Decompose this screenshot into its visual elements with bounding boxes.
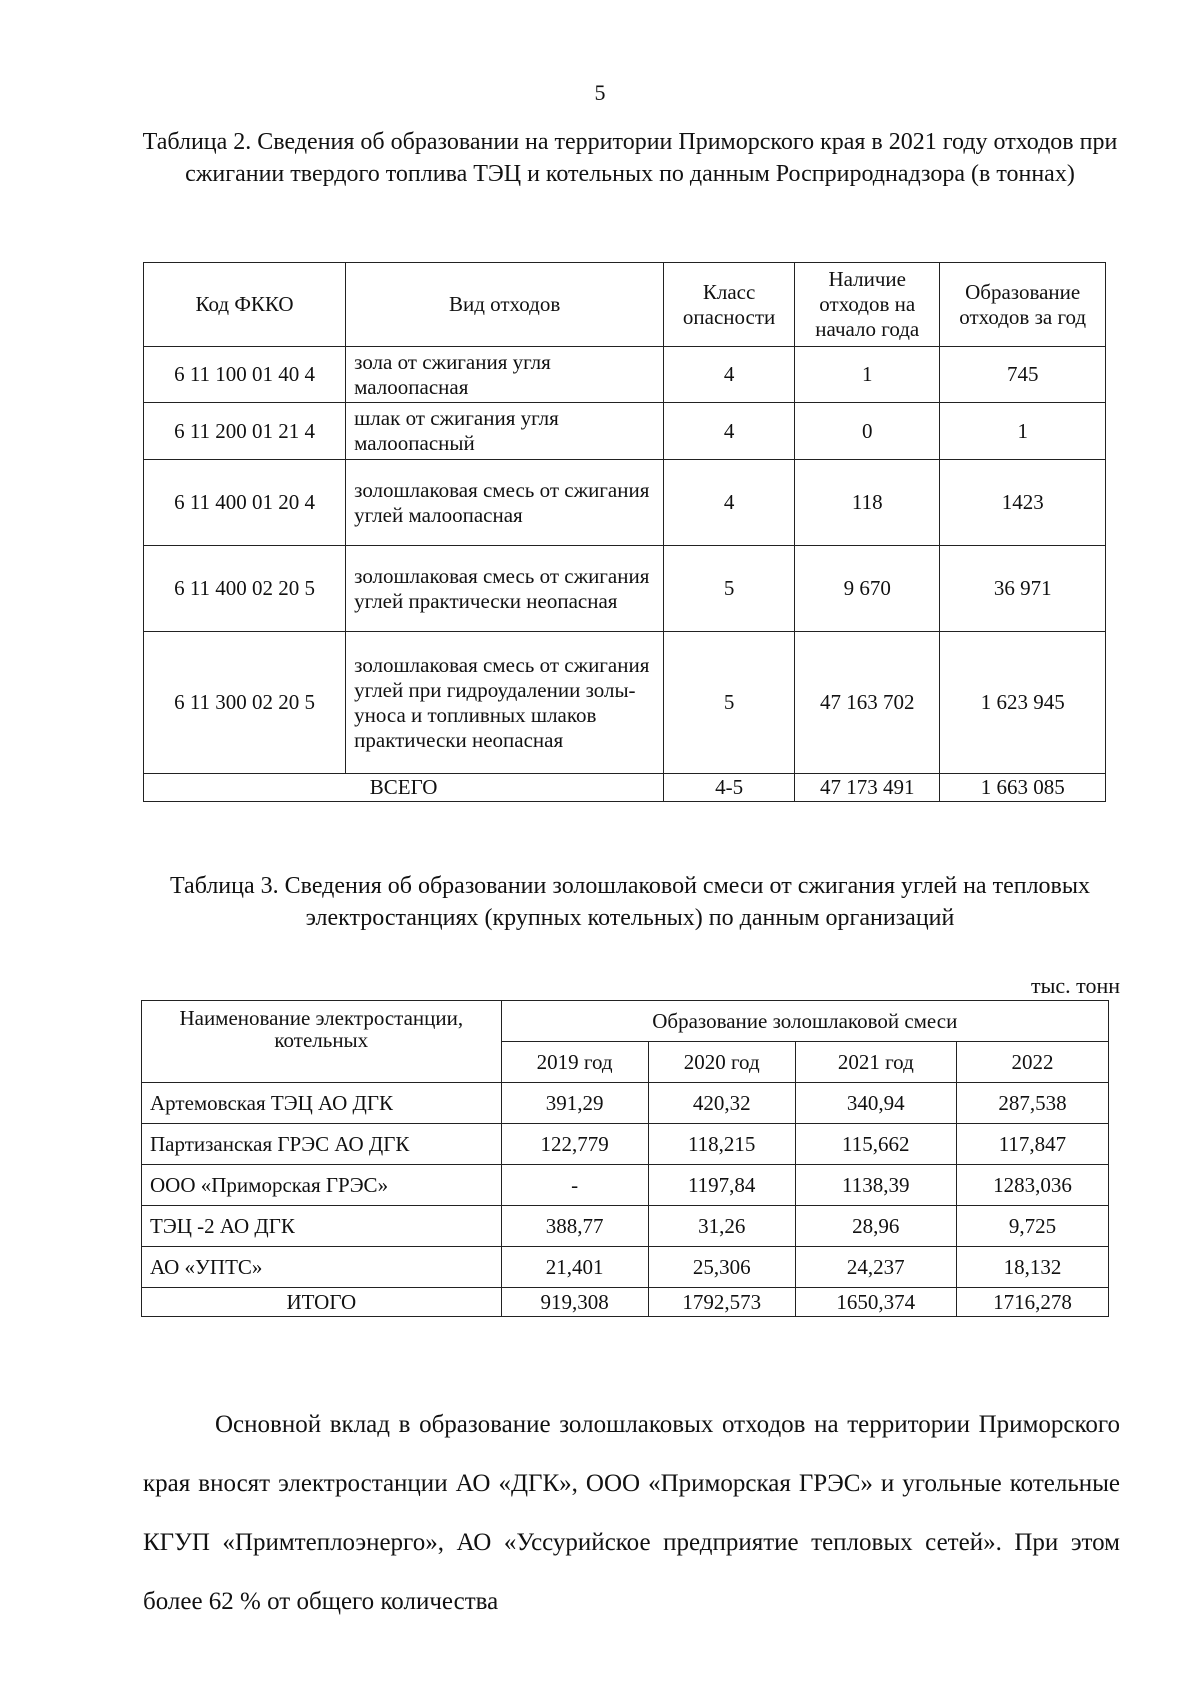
table2 [143, 262, 1106, 802]
start-amount: 118 [795, 460, 940, 546]
unit-label: тыс. тонн [1030, 973, 1120, 998]
table2-header: Наличие отходов на начало года [795, 263, 940, 347]
station-name-header: Наименование электростанции, котельных [142, 1001, 502, 1083]
value-cell: 287,538 [956, 1083, 1108, 1124]
station-name: Артемовская ТЭЦ АО ДГК [142, 1083, 502, 1124]
value-cell: 115,662 [795, 1124, 956, 1165]
waste-kind: золошлаковая смесь от сжигания углей при гидроудалении золы-уноса и топливных шлаков практически неопасная [346, 632, 664, 774]
fkko-code: 6 11 200 01 21 4 [144, 403, 346, 460]
table2-header: Вид отходов [346, 263, 664, 347]
table3-caption: Таблица 3. Сведения об образовании золошлаковой смеси от сжигания углей на тепловых электростанциях (крупных котельных) по данным организаций [169, 873, 1090, 931]
total-formed: 1 663 085 [940, 774, 1106, 802]
group-header: Образование золошлаковой смеси [501, 1001, 1108, 1042]
start-amount: 9 670 [795, 546, 940, 632]
value-cell: 1197,84 [648, 1165, 795, 1206]
hazard-class: 5 [664, 546, 795, 632]
value-cell: 122,779 [501, 1124, 648, 1165]
year-header: 2019 год [501, 1042, 648, 1083]
fkko-code: 6 11 400 01 20 4 [144, 460, 346, 546]
fkko-code: 6 11 100 01 40 4 [144, 347, 346, 403]
table-row [144, 460, 1106, 546]
value-cell: 31,26 [648, 1206, 795, 1247]
value-cell: 21,401 [501, 1247, 648, 1288]
body-paragraph [143, 1395, 1120, 1631]
waste-kind: золошлаковая смесь от сжигания углей практически неопасная [346, 546, 664, 632]
value-cell: 28,96 [795, 1206, 956, 1247]
table-row [142, 1124, 1109, 1165]
total-row [144, 774, 1106, 802]
station-name: ТЭЦ -2 АО ДГК [142, 1206, 502, 1247]
value-cell: 1138,39 [795, 1165, 956, 1206]
value-cell: 340,94 [795, 1083, 956, 1124]
total-start: 47 173 491 [795, 774, 940, 802]
fkko-code: 6 11 400 02 20 5 [144, 546, 346, 632]
waste-kind: золошлаковая смесь от сжигания углей малоопасная [346, 460, 664, 546]
table-row [142, 1083, 1109, 1124]
year-header: 2020 год [648, 1042, 795, 1083]
hazard-class: 4 [664, 460, 795, 546]
total-label: ВСЕГО [144, 774, 664, 802]
value-cell: 18,132 [956, 1247, 1108, 1288]
start-amount: 1 [795, 347, 940, 403]
value-cell: 391,29 [501, 1083, 648, 1124]
table-row [142, 1206, 1109, 1247]
value-cell: 388,77 [501, 1206, 648, 1247]
value-cell: 117,847 [956, 1124, 1108, 1165]
hazard-class: 4 [664, 347, 795, 403]
formed-amount: 1 [940, 403, 1106, 460]
value-cell: - [501, 1165, 648, 1206]
table-row [142, 1165, 1109, 1206]
table-row [144, 546, 1106, 632]
table3 [141, 1000, 1109, 1317]
value-cell: 25,306 [648, 1247, 795, 1288]
waste-kind: шлак от сжигания угля малоопасный [346, 403, 664, 460]
year-header: 2021 год [795, 1042, 956, 1083]
formed-amount: 36 971 [940, 546, 1106, 632]
start-amount: 47 163 702 [795, 632, 940, 774]
table-row [144, 347, 1106, 403]
table2-header: Класс опасности [664, 263, 795, 347]
hazard-class: 5 [664, 632, 795, 774]
table2-caption: Таблица 2. Сведения об образовании на территории Приморского края в 2021 году отходов при сжигании твердого топлива ТЭЦ и котельных по данным Росприроднадзора (в тоннах) [142, 129, 1118, 187]
year-header: 2022 [956, 1042, 1108, 1083]
formed-amount: 1423 [940, 460, 1106, 546]
total-class: 4-5 [664, 774, 795, 802]
station-name: Партизанская ГРЭС АО ДГК [142, 1124, 502, 1165]
table2-header: Образование отходов за год [940, 263, 1106, 347]
start-amount: 0 [795, 403, 940, 460]
value-cell: 1283,036 [956, 1165, 1108, 1206]
station-name: АО «УПТС» [142, 1247, 502, 1288]
total-row [142, 1288, 1109, 1317]
total-label: ИТОГО [142, 1288, 502, 1317]
formed-amount: 1 623 945 [940, 632, 1106, 774]
total-value: 1650,374 [795, 1288, 956, 1317]
total-value: 919,308 [501, 1288, 648, 1317]
waste-kind: зола от сжигания угля малоопасная [346, 347, 664, 403]
fkko-code: 6 11 300 02 20 5 [144, 632, 346, 774]
total-value: 1792,573 [648, 1288, 795, 1317]
table-row [144, 403, 1106, 460]
page-number: 5 [594, 80, 606, 105]
value-cell: 9,725 [956, 1206, 1108, 1247]
value-cell: 24,237 [795, 1247, 956, 1288]
value-cell: 118,215 [648, 1124, 795, 1165]
table-row [144, 632, 1106, 774]
total-value: 1716,278 [956, 1288, 1108, 1317]
table2-header: Код ФККО [144, 263, 346, 347]
paragraph-text: Основной вклад в образование золошлаковых отходов на территории Приморского края вносят электростанции АО «ДГК», ООО «Приморская ГРЭС» и угольные котельные КГУП «Примтеплоэнерго», АО «Уссурийское предприятие тепловых сетей». При этом более 62 % от общего количества [143, 1411, 1120, 1615]
formed-amount: 745 [940, 347, 1106, 403]
station-name: ООО «Приморская ГРЭС» [142, 1165, 502, 1206]
value-cell: 420,32 [648, 1083, 795, 1124]
hazard-class: 4 [664, 403, 795, 460]
table-row [142, 1247, 1109, 1288]
